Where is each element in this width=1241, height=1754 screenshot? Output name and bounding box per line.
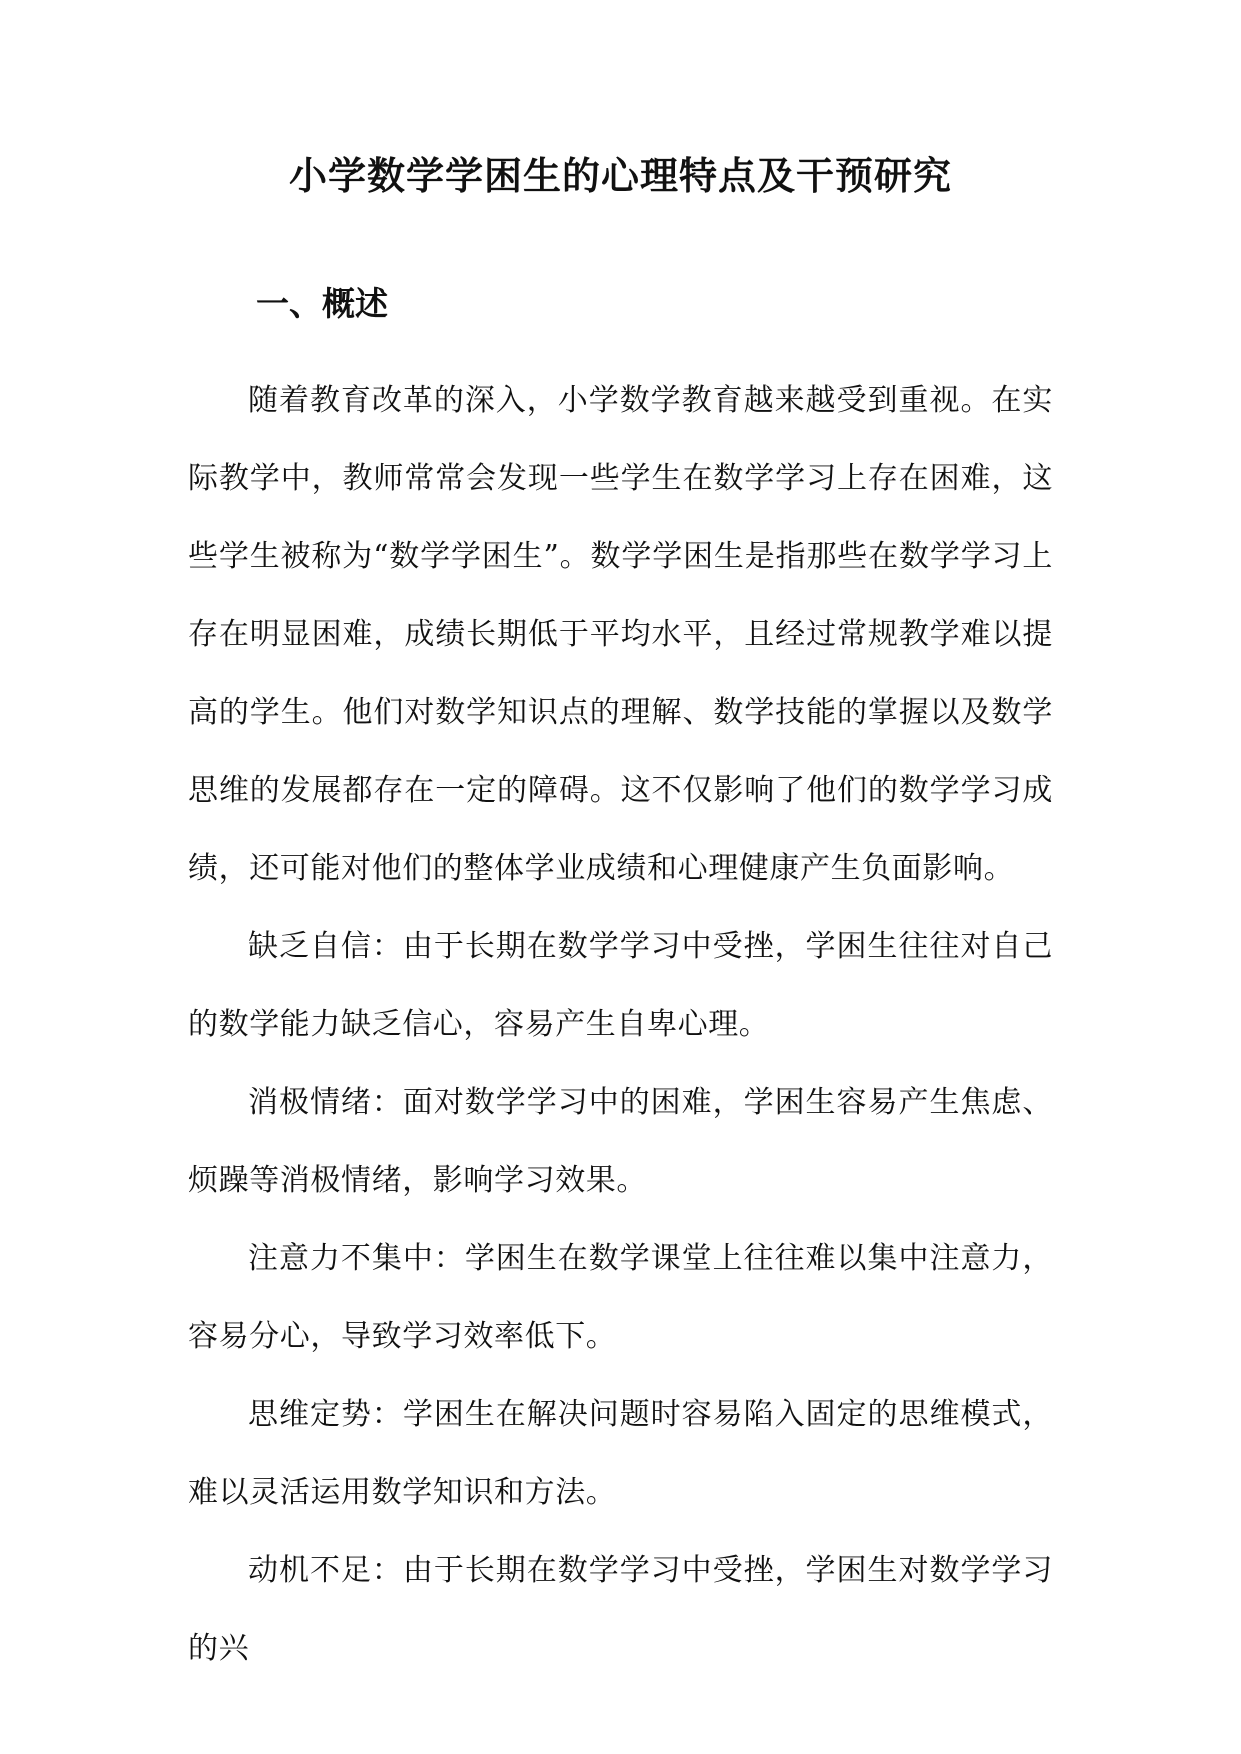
- paragraph-overview: 随着教育改革的深入，小学数学教育越来越受到重视。在实际教学中，教师常常会发现一些学生在数学学习上存在困难，这些学生被称为“数学学困生”。数学学困生是指那些在数学学习上存在明显困难，成绩长期低于平均水平，且经过常规教学难以提高的学生。他们对数学知识点的理解、数学技能的掌握以及数学思维的发展都存在一定的障碍。这不仅影响了他们的数学学习成绩，还可能对他们的整体学业成绩和心理健康产生负面影响。: [188, 383, 1053, 886]
- paragraph-negative-emotions: 消极情绪：面对数学学习中的困难，学困生容易产生焦虑、烦躁等消极情绪，影响学习效果。: [188, 1085, 1053, 1198]
- document-title: 小学数学学困生的心理特点及干预研究: [288, 153, 952, 198]
- paragraph-inattention: 注意力不集中：学困生在数学课堂上往往难以集中注意力，容易分心，导致学习效率低下。: [188, 1241, 1053, 1354]
- body-text: [188, 362, 1053, 1688]
- paragraph-lack-of-confidence: 缺乏自信：由于长期在数学学习中受挫，学困生往往对自己的数学能力缺乏信心，容易产生自卑心理。: [188, 929, 1053, 1042]
- paragraph-low-motivation: 动机不足：由于长期在数学学习中受挫，学困生对数学学习的兴: [188, 1553, 1053, 1666]
- paragraph-mindset: 思维定势：学困生在解决问题时容易陷入固定的思维模式，难以灵活运用数学知识和方法。: [188, 1397, 1053, 1510]
- section-heading: 一、概述: [256, 284, 388, 323]
